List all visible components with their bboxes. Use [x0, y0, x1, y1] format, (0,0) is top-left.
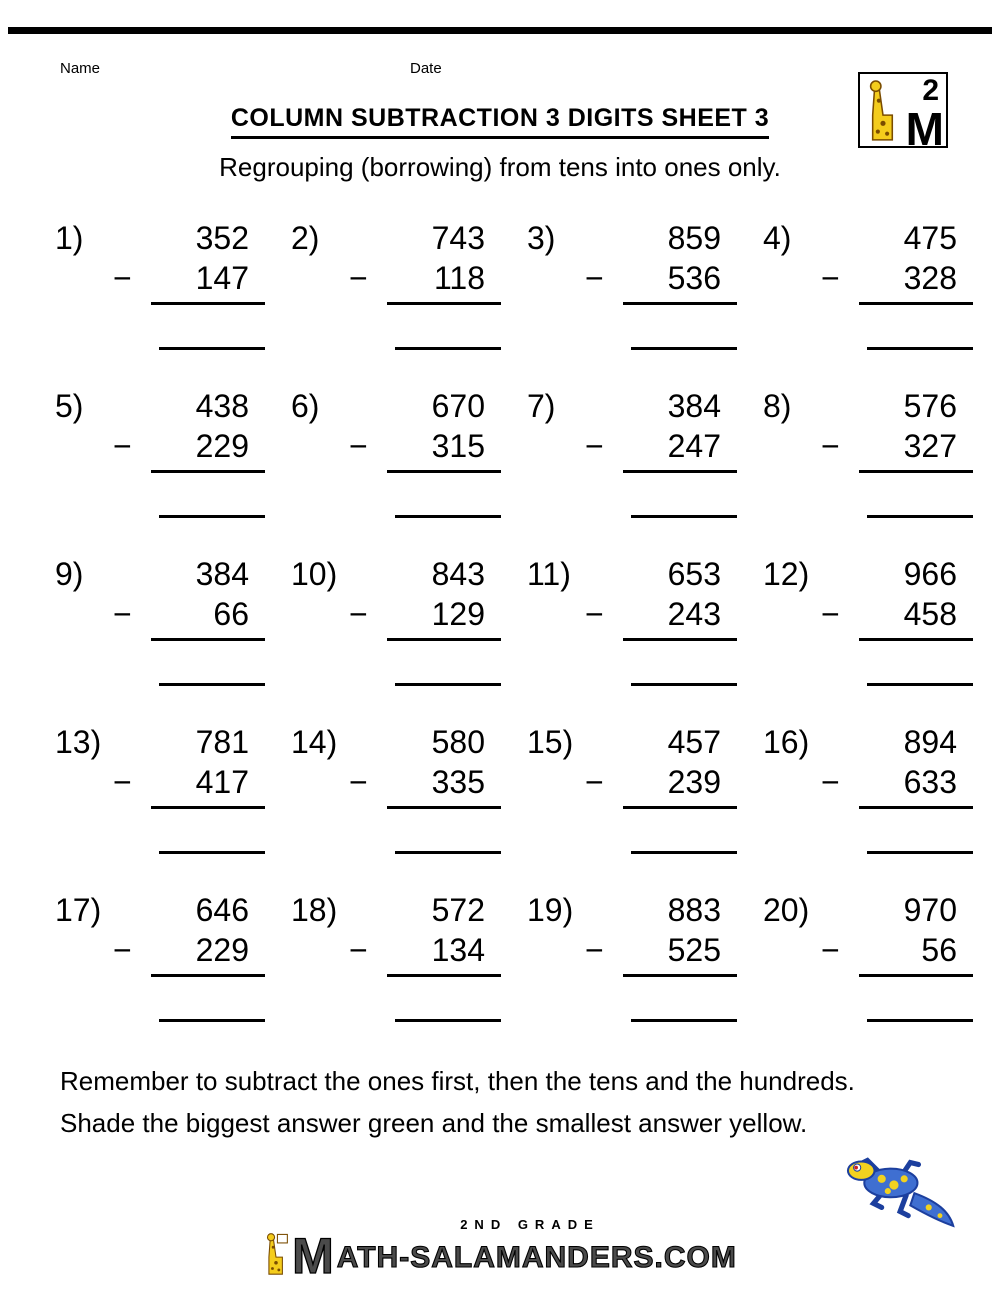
- problem-number: 20): [763, 892, 810, 928]
- problem-number: 5): [55, 388, 84, 424]
- problem-work-area: [349, 890, 501, 1022]
- subtrahend: 525: [667, 932, 721, 968]
- subtraction-problem: [291, 218, 527, 350]
- subtraction-problem: [763, 722, 999, 854]
- subtrahend-row: [585, 426, 737, 466]
- answer-line: [631, 515, 737, 518]
- subtrahend: 129: [431, 596, 485, 632]
- problem-work-area: [821, 554, 973, 686]
- problem-number: 3): [527, 220, 556, 256]
- subtrahend-row: [349, 594, 501, 634]
- minus-sign: −: [113, 932, 132, 968]
- minus-sign: −: [113, 764, 132, 800]
- subtraction-line: [387, 806, 501, 809]
- minuend: 843: [431, 556, 485, 592]
- minus-sign: −: [821, 428, 840, 464]
- answer-line: [159, 851, 265, 854]
- minuend: 580: [431, 724, 485, 760]
- subtraction-line: [151, 302, 265, 305]
- problem-number: 7): [527, 388, 556, 424]
- minus-sign: −: [821, 764, 840, 800]
- subtrahend: 56: [921, 932, 957, 968]
- subtrahend-row: [821, 426, 973, 466]
- answer-line: [395, 851, 501, 854]
- problems-grid: [55, 218, 999, 1022]
- minuend: 352: [195, 220, 249, 256]
- minuend: 572: [431, 892, 485, 928]
- subtraction-line: [387, 638, 501, 641]
- subtrahend: 328: [903, 260, 957, 296]
- problem-work-area: [585, 218, 737, 350]
- subtrahend-row: [821, 594, 973, 634]
- problem-work-area: [585, 890, 737, 1022]
- answer-line: [159, 683, 265, 686]
- problem-number: 17): [55, 892, 102, 928]
- grade-text: 2ND GRADE: [460, 1217, 600, 1232]
- minus-sign: −: [349, 596, 368, 632]
- subtraction-line: [623, 302, 737, 305]
- subtrahend: 536: [667, 260, 721, 296]
- minus-sign: −: [585, 764, 604, 800]
- minuend: 970: [903, 892, 957, 928]
- subtrahend: 229: [195, 932, 249, 968]
- subtraction-problem: [527, 218, 763, 350]
- subtraction-line: [151, 470, 265, 473]
- minus-sign: −: [349, 260, 368, 296]
- subtrahend-row: [349, 426, 501, 466]
- subtraction-problem: [55, 890, 291, 1022]
- minuend: 438: [195, 388, 249, 424]
- subtrahend: 229: [195, 428, 249, 464]
- minus-sign: −: [113, 260, 132, 296]
- minuend: 475: [903, 220, 957, 256]
- worksheet-subtitle: Regrouping (borrowing) from tens into ones only.: [219, 152, 781, 182]
- minus-sign: −: [585, 596, 604, 632]
- problem-work-area: [585, 386, 737, 518]
- minuend: 859: [667, 220, 721, 256]
- problem-number: 9): [55, 556, 84, 592]
- worksheet-title: COLUMN SUBTRACTION 3 DIGITS SHEET 3: [231, 104, 769, 139]
- giraffe-icon: [263, 1233, 289, 1277]
- answer-line: [395, 515, 501, 518]
- minus-sign: −: [585, 932, 604, 968]
- subtrahend-row: [821, 930, 973, 970]
- answer-line: [867, 515, 973, 518]
- name-label: Name: [60, 60, 101, 77]
- minus-sign: −: [585, 428, 604, 464]
- problem-work-area: [585, 722, 737, 854]
- instruction-line-2: Shade the biggest answer green and the smallest answer yellow.: [60, 1108, 808, 1138]
- minuend: 670: [431, 388, 485, 424]
- minus-sign: −: [821, 932, 840, 968]
- subtraction-line: [387, 470, 501, 473]
- answer-line: [867, 1019, 973, 1022]
- answer-line: [395, 347, 501, 350]
- problem-number: 2): [291, 220, 320, 256]
- subtraction-line: [151, 806, 265, 809]
- subtraction-line: [151, 974, 265, 977]
- subtrahend-row: [585, 762, 737, 802]
- answer-line: [867, 683, 973, 686]
- problem-number: 4): [763, 220, 792, 256]
- problem-work-area: [349, 722, 501, 854]
- subtrahend: 335: [431, 764, 485, 800]
- subtraction-problem: [763, 218, 999, 350]
- subtrahend-row: [585, 930, 737, 970]
- subtraction-line: [151, 638, 265, 641]
- problem-work-area: [349, 218, 501, 350]
- problem-work-area: [821, 218, 973, 350]
- problem-number: 16): [763, 724, 810, 760]
- subtraction-problem: [291, 386, 527, 518]
- problem-work-area: [113, 386, 265, 518]
- subtraction-problem: [527, 386, 763, 518]
- minuend: 457: [667, 724, 721, 760]
- subtrahend-row: [113, 594, 265, 634]
- subtraction-problem: [527, 554, 763, 686]
- subtrahend-row: [113, 930, 265, 970]
- minuend: 653: [667, 556, 721, 592]
- minus-sign: −: [113, 428, 132, 464]
- minus-sign: −: [585, 260, 604, 296]
- subtrahend: 315: [431, 428, 485, 464]
- instruction-line-1: Remember to subtract the ones first, then the tens and the hundreds.: [60, 1066, 855, 1096]
- answer-line: [631, 347, 737, 350]
- subtrahend: 134: [431, 932, 485, 968]
- answer-line: [395, 1019, 501, 1022]
- problem-number: 1): [55, 220, 84, 256]
- minuend: 883: [667, 892, 721, 928]
- answer-line: [631, 1019, 737, 1022]
- subtraction-line: [859, 638, 973, 641]
- subtrahend: 66: [213, 596, 249, 632]
- subtrahend: 633: [903, 764, 957, 800]
- problem-number: 10): [291, 556, 338, 592]
- problem-work-area: [821, 890, 973, 1022]
- problem-number: 15): [527, 724, 574, 760]
- subtrahend-row: [585, 258, 737, 298]
- subtraction-line: [859, 470, 973, 473]
- instructions: [60, 1060, 855, 1144]
- date-label: Date: [410, 60, 442, 77]
- problem-number: 6): [291, 388, 320, 424]
- answer-line: [631, 851, 737, 854]
- subtraction-problem: [55, 218, 291, 350]
- subtrahend: 239: [667, 764, 721, 800]
- answer-line: [159, 1019, 265, 1022]
- problem-work-area: [113, 722, 265, 854]
- minus-sign: −: [821, 596, 840, 632]
- problem-number: 19): [527, 892, 574, 928]
- logo-letter-m: M: [905, 103, 944, 155]
- problem-work-area: [585, 554, 737, 686]
- subtrahend: 118: [433, 260, 485, 296]
- problem-work-area: [349, 386, 501, 518]
- subtraction-problem: [527, 890, 763, 1022]
- problem-number: 14): [291, 724, 338, 760]
- subtrahend: 243: [667, 596, 721, 632]
- subtrahend-row: [113, 762, 265, 802]
- problem-number: 13): [55, 724, 102, 760]
- subtrahend-row: [821, 762, 973, 802]
- problem-number: 11): [527, 556, 571, 592]
- subtrahend-row: [113, 258, 265, 298]
- subtrahend-row: [821, 258, 973, 298]
- subtraction-line: [859, 974, 973, 977]
- answer-line: [867, 851, 973, 854]
- answer-line: [395, 683, 501, 686]
- minus-sign: −: [821, 260, 840, 296]
- site-logo: [0, 1217, 1000, 1282]
- minuend: 384: [195, 556, 249, 592]
- subtraction-line: [623, 470, 737, 473]
- subtrahend: 327: [903, 428, 957, 464]
- subtrahend-row: [585, 594, 737, 634]
- minuend: 781: [195, 724, 249, 760]
- subtrahend-row: [349, 930, 501, 970]
- subtrahend: 147: [195, 260, 249, 296]
- minus-sign: −: [349, 764, 368, 800]
- minus-sign: −: [349, 932, 368, 968]
- subtraction-line: [387, 302, 501, 305]
- subtraction-line: [623, 638, 737, 641]
- subtrahend: 458: [903, 596, 957, 632]
- subtraction-line: [387, 974, 501, 977]
- subtraction-line: [859, 806, 973, 809]
- minuend: 894: [903, 724, 957, 760]
- subtraction-problem: [763, 386, 999, 518]
- subtraction-line: [623, 974, 737, 977]
- minuend: 384: [667, 388, 721, 424]
- subtraction-problem: [527, 722, 763, 854]
- subtraction-problem: [55, 386, 291, 518]
- problem-number: 18): [291, 892, 338, 928]
- grade-number: 2: [922, 74, 939, 107]
- subtraction-problem: [291, 722, 527, 854]
- answer-line: [867, 347, 973, 350]
- subtrahend: 247: [667, 428, 721, 464]
- problem-work-area: [821, 722, 973, 854]
- minuend: 743: [431, 220, 485, 256]
- subtraction-line: [623, 806, 737, 809]
- site-name: ATH-SALAMANDERS.COM: [336, 1241, 737, 1274]
- subtraction-line: [859, 302, 973, 305]
- problem-work-area: [113, 890, 265, 1022]
- minuend: 966: [903, 556, 957, 592]
- problem-number: 8): [763, 388, 792, 424]
- problem-work-area: [113, 554, 265, 686]
- problem-work-area: [113, 218, 265, 350]
- subtraction-problem: [55, 722, 291, 854]
- subtrahend-row: [349, 258, 501, 298]
- subtraction-problem: [291, 554, 527, 686]
- minuend: 646: [195, 892, 249, 928]
- subtraction-problem: [763, 890, 999, 1022]
- minuend: 576: [903, 388, 957, 424]
- problem-number: 12): [763, 556, 810, 592]
- minus-sign: −: [113, 596, 132, 632]
- problem-work-area: [349, 554, 501, 686]
- subtraction-problem: [55, 554, 291, 686]
- minus-sign: −: [349, 428, 368, 464]
- logo-letter-m: M: [292, 1228, 334, 1284]
- problem-work-area: [821, 386, 973, 518]
- answer-line: [631, 683, 737, 686]
- subtrahend-row: [349, 762, 501, 802]
- top-rule: [8, 27, 992, 34]
- subtrahend: 417: [195, 764, 249, 800]
- subtrahend-row: [113, 426, 265, 466]
- subtraction-problem: [763, 554, 999, 686]
- subtraction-problem: [291, 890, 527, 1022]
- answer-line: [159, 347, 265, 350]
- answer-line: [159, 515, 265, 518]
